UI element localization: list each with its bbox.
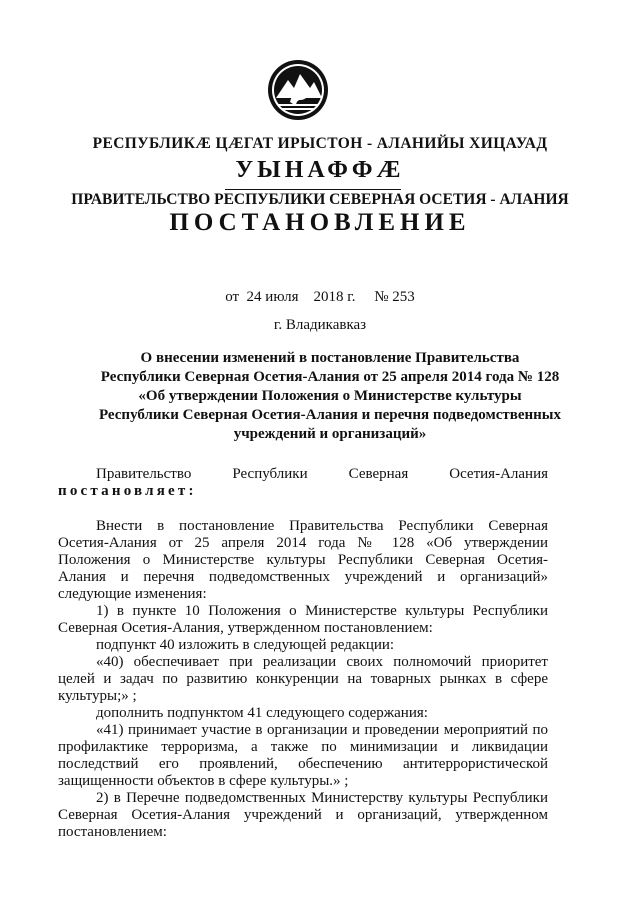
document-title [40,349,620,444]
body-line: Северная Осетия-Алания, утвержденном постановлением: [58,620,433,636]
preamble [58,466,548,500]
body-line: Алания и перечня подведомственных учреждений и организаций» [58,569,548,585]
title-line: О внесении изменений в постановление Правительства [140,350,520,366]
city: г. Владикавказ [273,317,367,333]
body-line: 1) в пункте 10 Положения о Министерстве культуры Республики [96,603,548,619]
title-line: Республики Северная Осетия-Алания и перечня подведомственных [98,407,562,423]
body-line: подпункт 40 изложить в следующей редакции: [96,637,395,653]
body-line: постановлением: [58,824,167,840]
coat-of-arms-icon [266,58,330,122]
body-line: Внести в постановление Правительства Республики Северная [96,518,548,534]
title-line: «Об утверждении Положения о Министерстве культуры [138,388,522,404]
header-ossetian-resolution: УЫНАФФӔ [235,157,405,183]
body-line: последствий его проявлений, обеспечению антитеррористической [58,756,548,772]
body-line: Осетия-Алания от 25 апреля 2014 года № 128 «Об утверждении [58,535,548,551]
body-line: профилактике терроризма, а также по минимизации и ликвидации [58,739,548,755]
date-and-number: от 24 июля 2018 г. № 253 [225,289,415,305]
header-russian-resolution: ПОСТАНОВЛЕНИЕ [169,209,471,236]
preamble-verb: постановляет: [58,483,197,499]
body-line: Положения о Министерстве культуры Республики Северная Осетия- [58,552,548,568]
body-line: защищенности объектов в сфере культуры.» ; [58,773,349,789]
header-ossetian-government: РЕСПУБЛИКӔ ЦӔГАТ ИРЫСТОН - АЛАНИЙЫ ХИЦАУАД [92,135,548,152]
header-divider [225,189,401,190]
body-text [58,518,548,841]
body-line: культуры;» ; [58,688,137,704]
body-line: дополнить подпунктом 41 следующего содержания: [96,705,428,721]
preamble-line: Правительство Республики Северная Осетия-Алания [96,466,548,482]
body-line: следующие изменения: [58,586,207,602]
body-line: «41) принимает участие в организации и проведении мероприятий по [96,722,548,738]
title-line: Республики Северная Осетия-Алания от 25 апреля 2014 года № 128 [100,369,560,385]
body-line: 2) в Перечне подведомственных Министерству культуры Республики [96,790,548,806]
body-line: целей и задач по развитию конкуренции на товарных рынках в сфере [58,671,548,687]
title-line: учреждений и организаций» [233,426,427,442]
body-line: «40) обеспечивает при реализации своих полномочий приоритет [96,654,548,670]
header-russian-government: ПРАВИТЕЛЬСТВО РЕСПУБЛИКИ СЕВЕРНАЯ ОСЕТИЯ - АЛАНИЯ [71,191,569,208]
body-line: Северная Осетия-Алания учреждений и организаций, утвержденном [58,807,548,823]
